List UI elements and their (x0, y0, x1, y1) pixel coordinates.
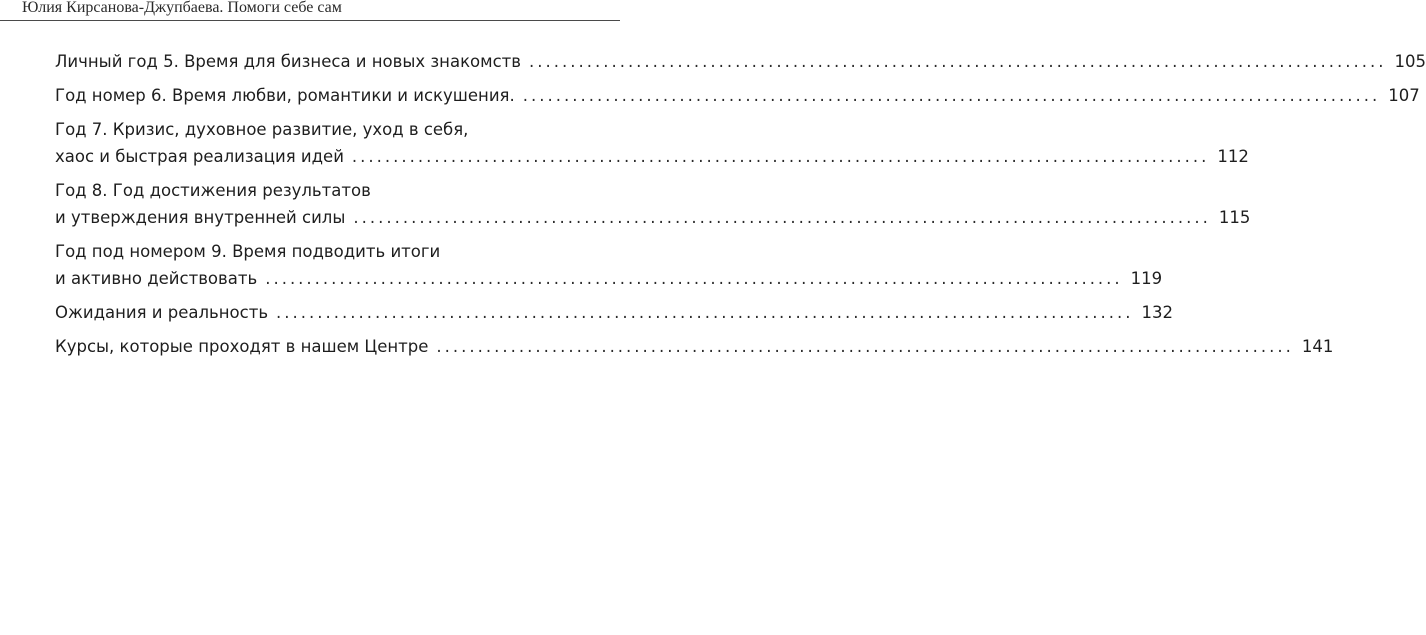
toc-line (55, 118, 615, 142)
toc-line (55, 240, 615, 264)
toc-page-number: 119 (1130, 269, 1163, 288)
dot-leader: ........................................................................................................ (353, 208, 1211, 227)
toc-entry-year-6[interactable] (55, 84, 1420, 108)
dot-leader: ........................................................................................................ (529, 52, 1387, 71)
toc-entry-title: Ожидания и реальность (55, 303, 269, 322)
header-rule (0, 20, 620, 21)
dot-leader: ........................................................................................................ (522, 86, 1381, 105)
dot-leader: ........................................................................................................ (351, 147, 1210, 166)
toc-line (55, 179, 615, 203)
dot-leader: ........................................................................................................ (436, 337, 1294, 356)
toc-entry-title: Личный год 5. Время для бизнеса и новых знакомств (55, 52, 521, 71)
toc-line (55, 50, 1426, 74)
toc-entry-title: Курсы, которые проходят в нашем Центре (55, 337, 429, 356)
toc-line (55, 145, 1249, 169)
toc-entry-year-9[interactable] (55, 240, 1163, 291)
toc-line (55, 267, 1163, 291)
toc-page-number: 112 (1217, 147, 1249, 166)
toc-page-number: 107 (1388, 86, 1420, 105)
dot-leader: ........................................................................................................ (276, 303, 1134, 322)
toc-page-number: 105 (1394, 52, 1426, 71)
dot-leader: ........................................................................................................ (265, 269, 1123, 288)
toc-page-number: 132 (1141, 303, 1174, 322)
toc-line (55, 335, 1334, 359)
toc-entry-title-continued: и активно действовать (55, 269, 258, 288)
toc-entry-title-continued: и утверждения внутренней силы (55, 208, 346, 227)
toc-entry-year-7[interactable] (55, 118, 1249, 169)
toc-entry-courses[interactable] (55, 335, 1334, 359)
toc-line (55, 301, 1174, 325)
toc-entry-title: Год под номером 9. Время подводить итоги (55, 242, 441, 261)
toc-entry-year-8[interactable] (55, 179, 1251, 230)
table-of-contents (55, 50, 1426, 369)
toc-entry-title: Год 7. Кризис, духовное развитие, уход в себя, (55, 120, 469, 139)
toc-page-number: 141 (1301, 337, 1334, 356)
toc-entry-title: Год 8. Год достижения результатов (55, 181, 371, 200)
toc-entry-title: Год номер 6. Время любви, романтики и искушения. (55, 86, 515, 105)
toc-entry-year-5[interactable] (55, 50, 1426, 74)
toc-line (55, 206, 1251, 230)
toc-line (55, 84, 1420, 108)
toc-entry-title-continued: хаос и быстрая реализация идей (55, 147, 344, 166)
running-header: Юлия Кирсанова-Джупбаева. Помоги себе сам (22, 0, 342, 16)
toc-page-number: 115 (1218, 208, 1251, 227)
toc-entry-expectations[interactable] (55, 301, 1174, 325)
